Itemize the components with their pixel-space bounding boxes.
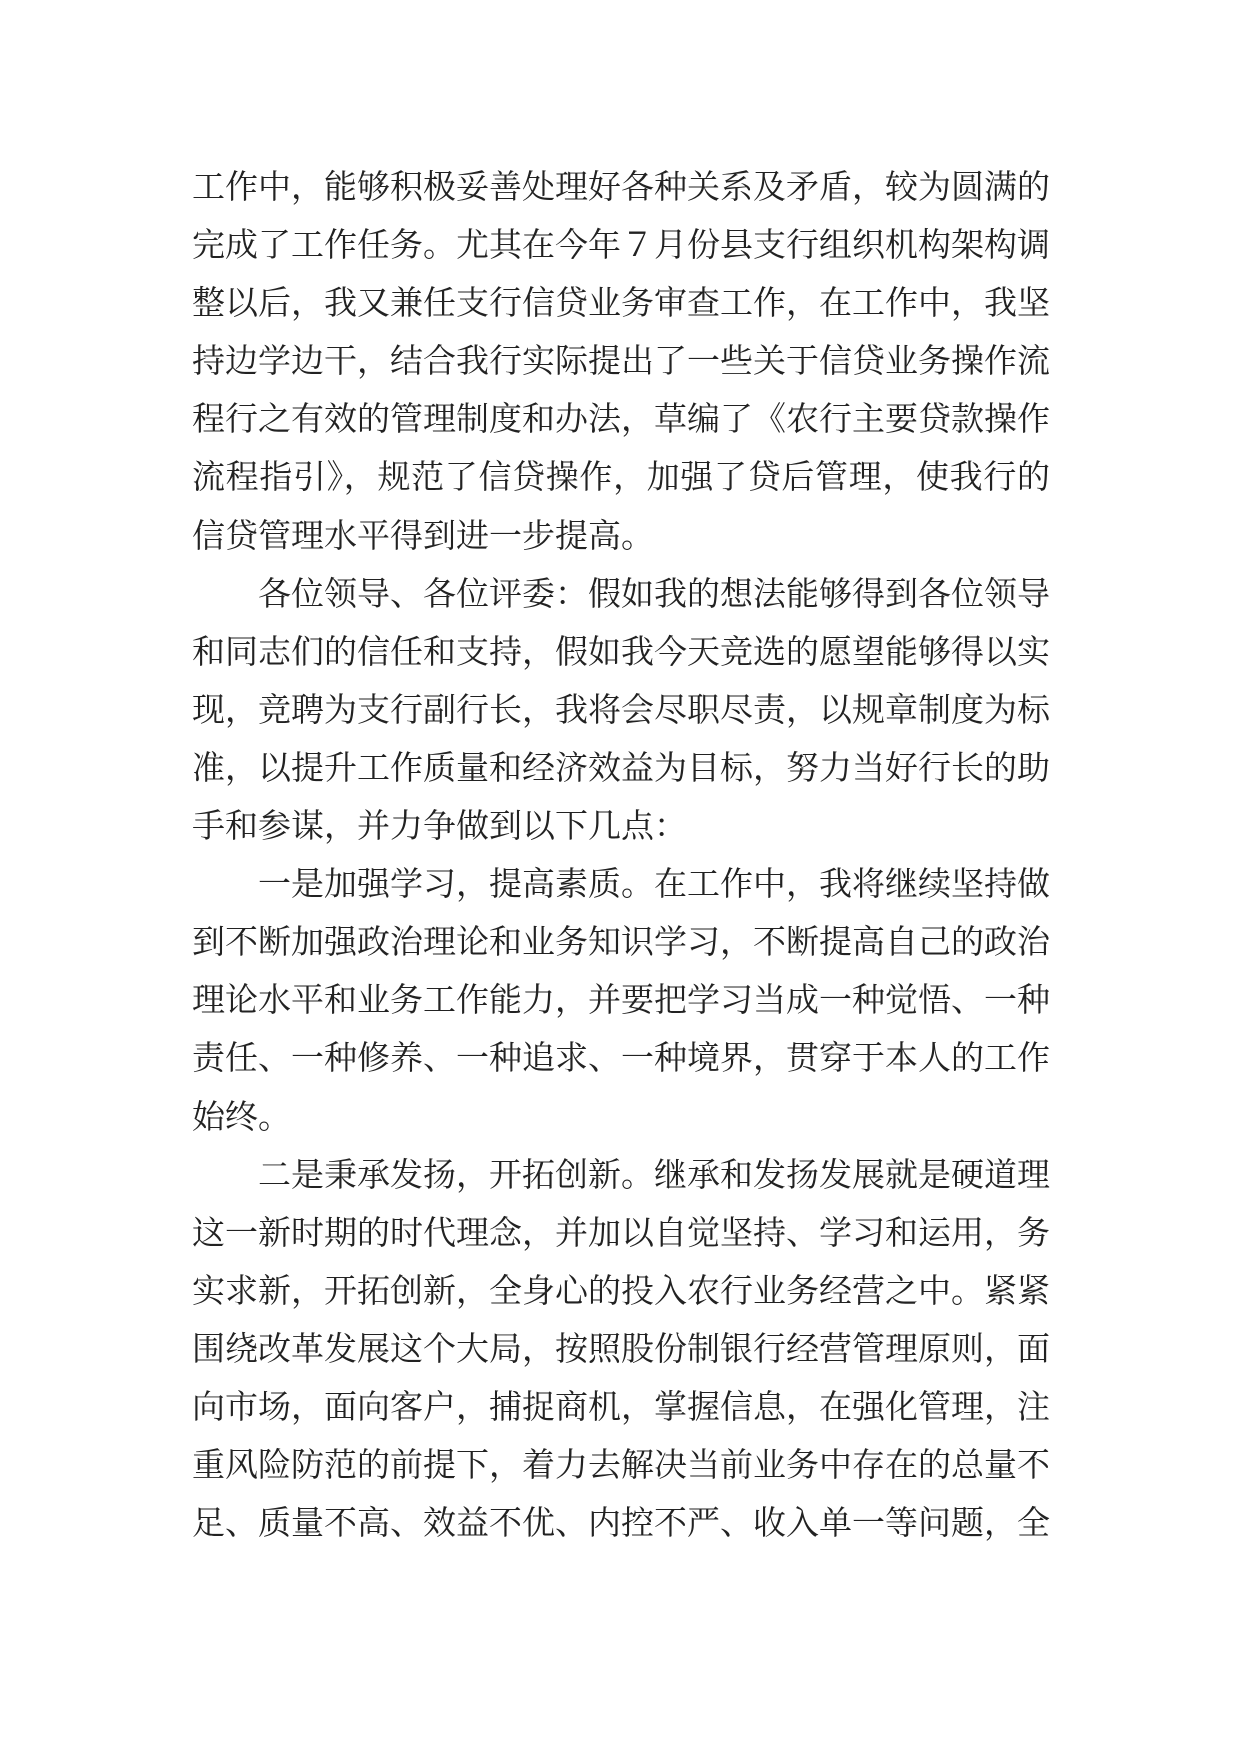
text-line: 向市场，面向客户，捕捉商机，掌握信息，在强化管理，注: [192, 1386, 1050, 1426]
text-line: 足、质量不高、效益不优、内控不严、收入单一等问题，全: [192, 1503, 1050, 1543]
text-line: 各位领导、各位评委：假如我的想法能够得到各位领导: [258, 573, 1050, 613]
text-line: 持边学边干，结合我行实际提出了一些关于信贷业务操作流: [192, 341, 1050, 381]
text-line: 完成了工作任务。尤其在今年７月份县支行组织机构架构调: [192, 225, 1050, 265]
document-body: [192, 158, 1050, 1552]
text-line: 始终。: [192, 1096, 291, 1136]
text-line: 围绕改革发展这个大局，按照股份制银行经营管理原则，面: [192, 1328, 1050, 1368]
text-line: 责任、一种修养、一种追求、一种境界，贯穿于本人的工作: [192, 1038, 1050, 1078]
text-line: 到不断加强政治理论和业务知识学习，不断提高自己的政治: [192, 922, 1050, 962]
text-line: 一是加强学习，提高素质。在工作中，我将继续坚持做: [258, 864, 1050, 904]
text-line: 二是秉承发扬，开拓创新。继承和发扬发展就是硬道理: [258, 1154, 1050, 1194]
text-line: 和同志们的信任和支持，假如我今天竞选的愿望能够得以实: [192, 631, 1050, 671]
text-line: 整以后，我又兼任支行信贷业务审查工作，在工作中，我坚: [192, 283, 1050, 323]
text-line: 实求新，开拓创新，全身心的投入农行业务经营之中。紧紧: [192, 1270, 1050, 1310]
text-line: 工作中，能够积极妥善处理好各种关系及矛盾，较为圆满的: [192, 167, 1050, 206]
text-line: 信贷管理水平得到进一步提高。: [192, 515, 654, 555]
text-line: 重风险防范的前提下，着力去解决当前业务中存在的总量不: [192, 1445, 1050, 1485]
text-line: 手和参谋，并力争做到以下几点：: [192, 806, 687, 846]
text-line: 程行之有效的管理制度和办法，草编了《农行主要贷款操作: [192, 399, 1050, 439]
text-line: 准，以提升工作质量和经济效益为目标，努力当好行长的助: [192, 747, 1050, 787]
text-line: 现，竞聘为支行副行长，我将会尽职尽责，以规章制度为标: [192, 689, 1050, 729]
text-line: 流程指引》，规范了信贷操作，加强了贷后管理，使我行的: [192, 457, 1050, 497]
text-line: 这一新时期的时代理念，并加以自觉坚持、学习和运用，务: [192, 1212, 1050, 1252]
text-line: 理论水平和业务工作能力，并要把学习当成一种觉悟、一种: [192, 980, 1050, 1020]
